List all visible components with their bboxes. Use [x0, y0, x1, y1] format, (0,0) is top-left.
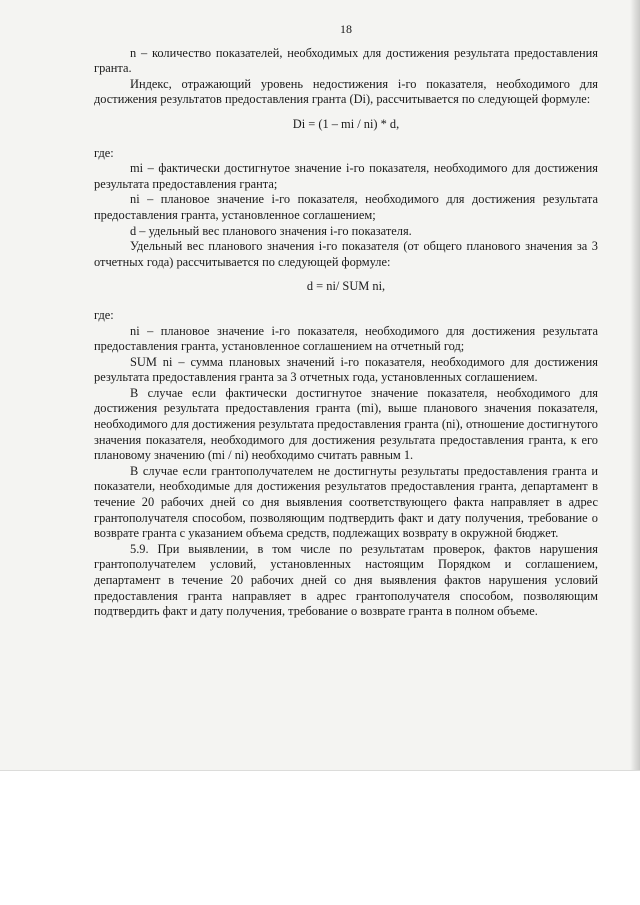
paragraph: ni – плановое значение i-го показателя, необходимого для достижения результата предоставления гранта, установленное соглашением на отчетный год;: [94, 323, 598, 354]
paragraph: В случае если фактически достигнутое значение показателя, необходимого для достижения результата предоставления гранта (mi), выше планового значения показателя, необходимого для достижения результата предоставления гранта (ni), отношение достигнутого значения показателя, необходимого для достижения результата предоставления гранта, к его плановому значению (mi / ni) необходимо считать равным 1.: [94, 385, 598, 463]
paragraph: Удельный вес планового значения i-го показателя (от общего планового значения за 3 отчетных года) рассчитывается по следующей формуле:: [94, 239, 598, 269]
page-edge-shadow: [630, 0, 640, 770]
paragraph: где:: [94, 145, 114, 160]
formula: Di = (1 – mi / ni) * d,: [292, 116, 400, 131]
paragraph: mi – фактически достигнутое значение i-го показателя, необходимого для достижения результата предоставления гранта;: [94, 161, 598, 191]
paragraph: где:: [94, 307, 114, 322]
formula: d = ni/ SUM ni,: [306, 279, 386, 294]
paragraph: Индекс, отражающий уровень недостижения i-го показателя, необходимого для достижения результатов предоставления гранта (Di), рассчитывается по следующей формуле:: [94, 76, 598, 107]
document-body: [94, 22, 598, 620]
paragraph: ni – плановое значение i-го показателя, необходимого для достижения результата предоставления гранта, установленное соглашением;: [94, 192, 598, 222]
page-number: 18: [340, 22, 352, 36]
paragraph: SUM ni – сумма плановых значений i-го показателя, необходимого для достижения результата предоставления гранта за 3 отчетных года, установленных соглашением.: [94, 354, 598, 385]
paragraph: 5.9. При выявлении, в том числе по результатам проверок, фактов нарушения грантополучателем условий, установленных настоящим Порядком и соглашением, департамент в течение 20 рабочих дней со дня выявления фактов нарушения условий предоставления гранта направляет в адрес грантополучателя способом, позволяющим подтвердить факт и дату получения, требование о возврате гранта в полном объеме.: [94, 541, 598, 619]
paragraph: В случае если грантополучателем не достигнуты результаты предоставления гранта и показатели, необходимые для достижения результатов предоставления гранта, департамент в течение 20 рабочих дней со дня выявления соответствующего факта направляет в адрес грантополучателя способом, позволяющим подтвердить факт и дату получения, требование о возврате гранта с указанием объема средств, подлежащих возврату в окружной бюджет.: [94, 463, 598, 541]
paragraph: n – количество показателей, необходимых для достижения результата предоставления гранта.: [94, 45, 598, 76]
paragraph: d – удельный вес планового значения i-го показателя.: [130, 223, 412, 238]
